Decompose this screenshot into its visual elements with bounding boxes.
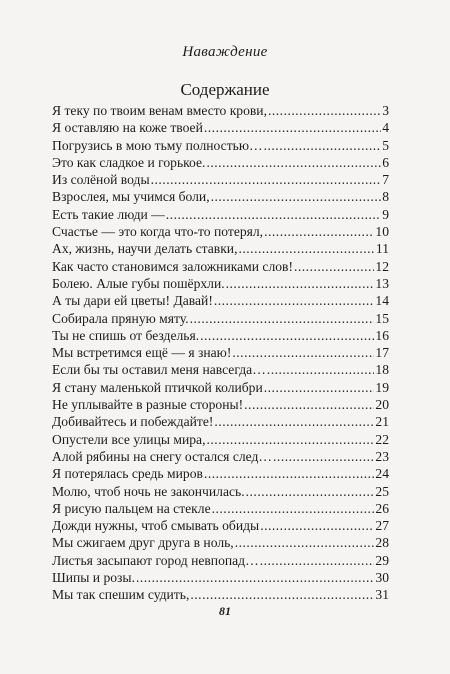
toc-dot-leader	[214, 414, 374, 430]
toc-dot-leader	[246, 484, 375, 500]
toc-entry-title: Не уплывайте в разные стороны!	[52, 397, 244, 413]
toc-entry	[52, 120, 389, 137]
toc-dot-leader	[206, 155, 381, 171]
toc-entry-title: Мы сжигаем друг друга в ноль,	[52, 535, 234, 551]
toc-entry-title: Ах, жизнь, научи делать ставки,	[52, 241, 238, 257]
toc-entry	[52, 172, 389, 189]
toc-dot-leader	[190, 311, 375, 327]
toc-entry-page: 23	[375, 448, 389, 464]
toc-entry	[52, 414, 389, 431]
toc-entry-page: 4	[382, 120, 389, 136]
toc-dot-leader	[260, 553, 375, 569]
toc-dot-leader	[232, 345, 374, 361]
toc-entry	[52, 103, 389, 120]
toc-entry	[52, 553, 389, 570]
toc-dot-leader	[238, 241, 374, 257]
toc-dot-leader	[235, 535, 375, 551]
toc-entry-page: 29	[375, 552, 389, 568]
toc-dot-leader	[264, 224, 374, 240]
toc-entry	[52, 155, 389, 172]
toc-entry	[52, 138, 389, 155]
toc-entry-title: Это как сладкое и горькое.	[52, 154, 206, 170]
toc-entry-page: 20	[375, 397, 389, 413]
toc-dot-leader	[268, 103, 381, 119]
toc-entry	[52, 311, 389, 328]
toc-entry-title: Если бы ты оставил меня навсегда…	[52, 362, 266, 378]
toc-entry-page: 16	[375, 327, 389, 343]
toc-entry-title: Шипы и розы.	[52, 570, 135, 586]
toc-entry-page: 14	[375, 293, 389, 309]
toc-entry	[52, 207, 389, 224]
toc-entry-title: Есть такие люди —	[52, 206, 165, 222]
toc-entry	[52, 276, 389, 293]
toc-entry	[52, 466, 389, 483]
toc-entry-page: 22	[375, 431, 389, 447]
toc-entry-title: Погрузись в мою тьму полностью…	[52, 137, 263, 153]
toc-entry-page: 5	[382, 137, 389, 153]
toc-dot-leader	[244, 397, 374, 413]
toc-dot-leader	[204, 120, 381, 136]
toc-dot-leader	[264, 380, 375, 396]
toc-entry-title: Добивайтесь и побеждайте!	[52, 414, 214, 430]
toc-entry	[52, 501, 389, 518]
toc-entry	[52, 362, 389, 379]
toc-entry-page: 30	[375, 570, 389, 586]
page-number: 81	[219, 604, 231, 618]
toc-entry-title: Я рисую пальцем на стекле	[52, 500, 211, 516]
toc-entry-page: 3	[382, 103, 389, 118]
toc-dot-leader	[136, 570, 374, 586]
toc-dot-leader	[190, 587, 374, 603]
toc-entry-page: 11	[375, 241, 389, 257]
toc-entry-title: Мы встретимся ещё — я знаю!	[52, 345, 232, 361]
toc-dot-leader	[211, 189, 382, 205]
toc-entry-page: 28	[375, 535, 389, 551]
toc-entry-page: 9	[382, 206, 389, 222]
toc-entry-page: 8	[382, 189, 389, 205]
toc-entry-title: Листья засыпают город невпопад…	[52, 552, 259, 568]
toc-entry-title: Как часто становимся заложниками слов!	[52, 258, 293, 274]
toc-entry-page: 6	[382, 154, 389, 170]
toc-entry-title: Дожди нужны, чтоб смывать обиды	[52, 518, 260, 534]
toc-entry-title: А ты дари ей цветы! Давай!	[52, 293, 213, 309]
toc-entry	[52, 259, 389, 276]
toc-entry-page: 21	[375, 414, 389, 430]
toc-entry-title: Я стану маленькой птичкой колибри	[52, 379, 263, 395]
toc-dot-leader	[294, 259, 374, 275]
toc-entry-page: 25	[375, 483, 389, 499]
toc-dot-leader	[214, 293, 375, 309]
toc-entry-page: 15	[375, 310, 389, 326]
toc-entry	[52, 484, 389, 501]
toc-entry-page: 24	[375, 466, 389, 482]
toc-entry-title: Из солёной воды	[52, 172, 150, 188]
toc-entry-title: Я потерялась средь миров	[52, 466, 203, 482]
toc-entry-page: 18	[375, 362, 389, 378]
toc-entry	[52, 432, 389, 449]
toc-dot-leader	[200, 328, 374, 344]
toc-entry	[52, 241, 389, 258]
toc-entry	[52, 587, 389, 604]
toc-entry-title: Взрослея, мы учимся боли,	[52, 189, 210, 205]
toc-entry-title: Мы так спешим судить,	[52, 587, 190, 603]
toc-dot-leader	[273, 449, 374, 465]
toc-entry-title: Я теку по твоим венам вместо крови,	[52, 103, 267, 118]
toc-entry	[52, 518, 389, 535]
toc-dot-leader	[212, 501, 375, 517]
toc-entry-page: 31	[375, 587, 389, 603]
toc-dot-leader	[166, 207, 381, 223]
toc-entry-title: Собирала пряную мяту.	[52, 310, 189, 326]
toc-entry-title: Болею. Алые губы пошёрхли.	[52, 275, 225, 291]
toc-entry-page: 19	[375, 379, 389, 395]
toc-entry	[52, 397, 389, 414]
toc-entry-title: Опустели все улицы мира,	[52, 431, 206, 447]
toc-entry-title: Ты не спишь от безделья.	[52, 327, 200, 343]
toc-dot-leader	[207, 432, 375, 448]
toc-entry-title: Я оставляю на коже твоей	[52, 120, 203, 136]
toc-entry-title: Счастье — это когда что-то потерял,	[52, 224, 264, 240]
toc-dot-leader	[264, 138, 382, 154]
toc-entry	[52, 328, 389, 345]
toc-entry-page: 27	[375, 518, 389, 534]
toc-entry-page: 13	[375, 275, 389, 291]
toc-entry-page: 7	[382, 172, 389, 188]
toc-entry	[52, 224, 389, 241]
toc-dot-leader	[226, 276, 375, 292]
toc-entry-title: Алой рябины на снегу остался след…	[52, 448, 273, 464]
toc-entry	[52, 380, 389, 397]
toc-entry	[52, 570, 389, 587]
toc-entry-page: 17	[375, 345, 389, 361]
toc-dot-leader	[267, 362, 375, 378]
toc-entry-title: Молю, чтоб ночь не закончилась.	[52, 483, 245, 499]
toc-entry	[52, 449, 389, 466]
toc-entry-page: 12	[375, 258, 389, 274]
table-of-contents	[52, 103, 389, 605]
toc-dot-leader	[151, 172, 382, 188]
toc-entry	[52, 189, 389, 206]
toc-dot-leader	[260, 518, 374, 534]
toc-heading: Содержание	[180, 80, 270, 99]
toc-entry	[52, 535, 389, 552]
toc-dot-leader	[204, 466, 374, 482]
running-header: Наваждение	[182, 44, 268, 60]
toc-entry	[52, 345, 389, 362]
toc-entry-page: 26	[375, 500, 389, 516]
toc-entry-page: 10	[375, 224, 389, 240]
toc-entry	[52, 293, 389, 310]
